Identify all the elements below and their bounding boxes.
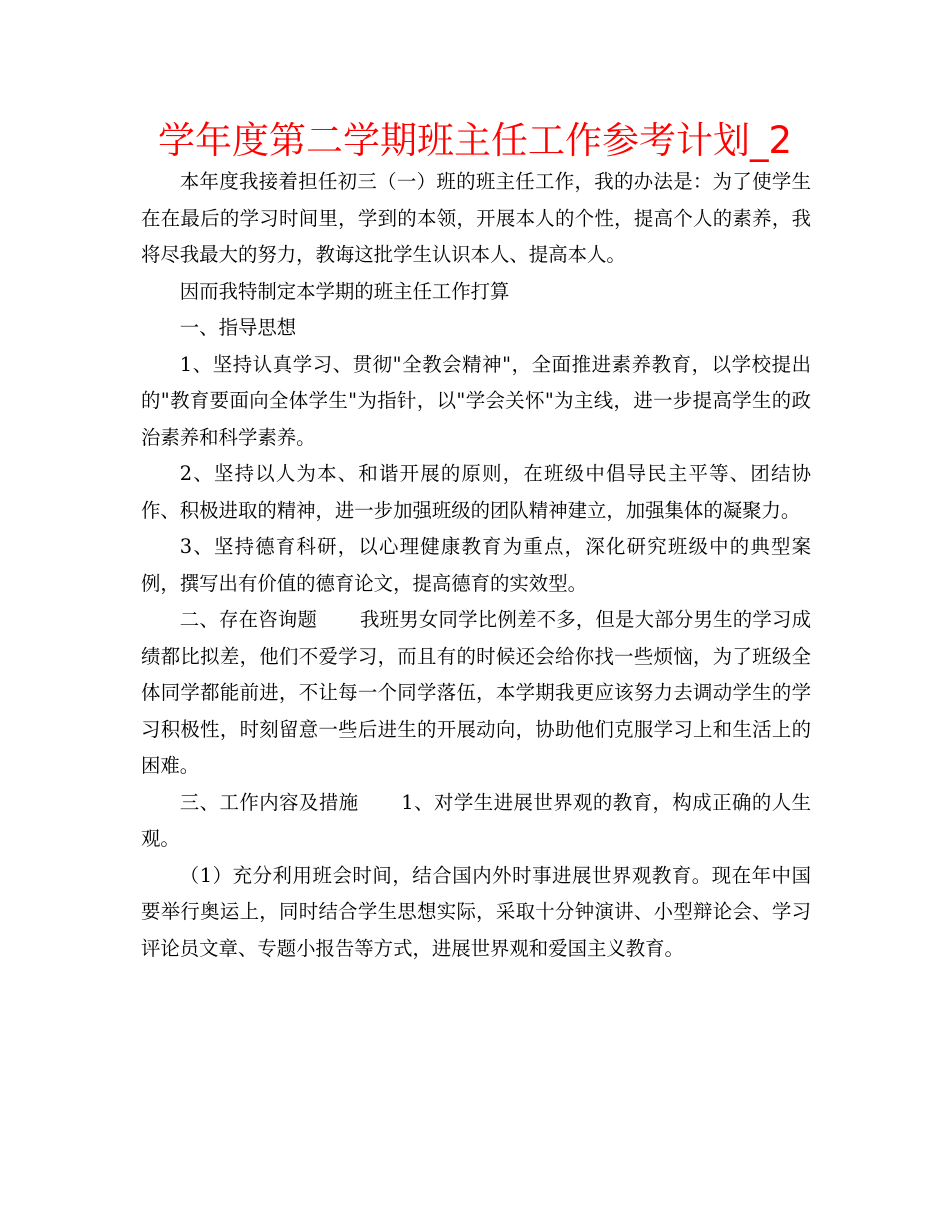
paragraph-item-2: 2、坚持以人为本、和谐开展的原则，在班级中倡导民主平等、团结协作、积极进取的精神，进一步加强班级的团队精神建立，加强集体的凝聚力。 — [141, 462, 811, 522]
paragraph-intro: 本年度我接着担任初三（一）班的班主任工作，我的办法是：为了使学生在在最后的学习时间里，学到的本领，开展本人的个性，提高个人的素养，我将尽我最大的努力，教诲这批学生认识本人、提高本人。 — [141, 170, 811, 266]
section-heading-existing-problems: 二、存在咨询题 — [179, 608, 318, 631]
document-body — [141, 164, 811, 967]
section-heading-work-content: 三、工作内容及措施 — [179, 790, 359, 814]
section-heading-guiding-thought: 一、指导思想 — [179, 316, 297, 339]
paragraph-class-meeting: （1）充分利用班会时间，结合国内外时事进展世界观教育。现在年中国要举行奥运上，同时结合学生思想实际，采取十分钟演讲、小型辩论会、学习评论员文章、专题小报告等方式，进展世界观和爱国主义教育。 — [141, 863, 811, 960]
paragraph-existing-problems — [141, 602, 811, 785]
paragraph-item-3: 3、坚持德育科研，以心理健康教育为重点，深化研究班级中的典型案例，撰写出有价值的德育论文，提高德育的实效型。 — [141, 535, 811, 595]
paragraph-item-1: 1、坚持认真学习、贯彻"全教会精神"，全面推进素养教育，以学校提出的"教育要面向全体学生"为指针，以"学会关怀"为主线，进一步提高学生的政治素养和科学素养。 — [141, 352, 811, 449]
paragraph-plan-statement: 因而我特制定本学期的班主任工作打算 — [179, 279, 510, 303]
document-title: 学年度第二学期班主任工作参考计划_2 — [157, 119, 793, 162]
work-content-text: 1、对学生进展世界观的教育，构成正确的人生观。 — [141, 790, 812, 850]
paragraph-work-content — [141, 785, 811, 858]
existing-problems-text: 我班男女同学比例差不多，但是大部分男生的学习成绩都比拟差，他们不爱学习，而且有的时候还会给你找一些烦恼，为了班级全体同学都能前进，不让每一个同学落伍，本学期我更应该努力去调动学生的学习积极性，时刻留意一些后进生的开展动向，协助他们克服学习上和生活上的困难。 — [141, 608, 812, 777]
